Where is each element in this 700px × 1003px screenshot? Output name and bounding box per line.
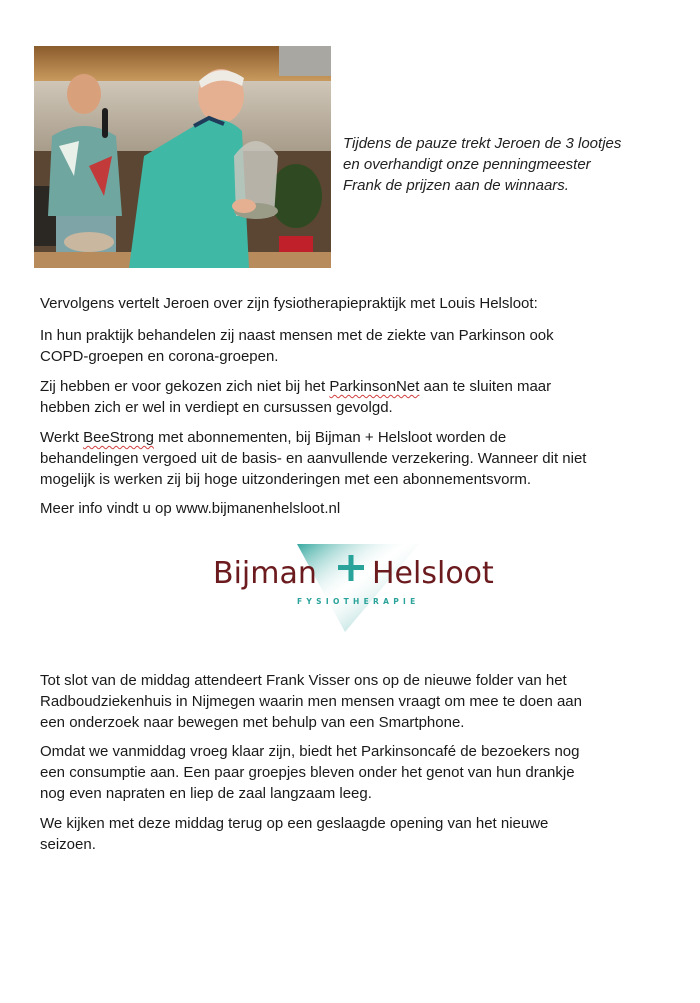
bijman-helsloot-logo (205, 540, 505, 636)
paragraph-closing-drinks (40, 741, 680, 804)
paragraph-parkinsonnet (40, 376, 680, 418)
text-line: Tot slot van de middag attendeert Frank Visser ons op de nieuwe folder van het (40, 672, 567, 689)
logo-name-right: Helsloot (372, 556, 494, 591)
spellcheck-flagged-word: ParkinsonNet (329, 378, 420, 395)
text-fragment: Zij hebben er voor gekozen zich niet bij het (40, 378, 330, 395)
text-line: nog even napraten en liep de zaal langzaam leeg. (40, 785, 372, 802)
text-line: Omdat we vanmiddag vroeg klaar zijn, biedt het Parkinsoncafé de bezoekers nog (40, 743, 580, 760)
text-line: mogelijk is werken zij bij hoge uitzonderingen met een abonnementsvorm. (40, 471, 532, 488)
text-line (40, 427, 680, 448)
text-line: een onderzoek naar bewegen met behulp van een Smartphone. (40, 714, 465, 731)
paragraph-more-info (40, 498, 680, 519)
text-line: Meer info vindt u op www.bijmanenhelsloot.nl (40, 500, 341, 517)
caption-line: en overhandigt onze penningmeester (343, 156, 591, 173)
event-photo (34, 46, 331, 268)
caption-line: Tijdens de pauze trekt Jeroen de 3 lootjes (343, 135, 622, 152)
caption-line: Frank de prijzen aan de winnaars. (343, 177, 569, 194)
text-fragment: Werkt (40, 429, 84, 446)
text-line: behandelingen vergoed uit de basis- en aanvullende verzekering. Wanneer dit niet (40, 450, 587, 467)
paragraph-treatments (40, 325, 680, 367)
text-line: seizoen. (40, 836, 96, 853)
text-line: We kijken met deze middag terug op een geslaagde opening van het nieuwe (40, 815, 549, 832)
paragraph-radboud-study (40, 670, 680, 733)
text-line: een consumptie aan. Een paar groepjes bleven onder het genot van hun drankje (40, 764, 575, 781)
text-line: Vervolgens vertelt Jeroen over zijn fysiotherapiepraktijk met Louis Helsloot: (40, 295, 538, 312)
text-line (40, 376, 680, 397)
text-fragment: aan te sluiten maar (419, 378, 552, 395)
spellcheck-flagged-word: BeeStrong (83, 429, 154, 446)
logo-name-left: Bijman (213, 556, 317, 591)
text-line: hebben zich er wel in verdiept en cursussen gevolgd. (40, 399, 393, 416)
paragraph-conclusion (40, 813, 680, 855)
logo-tagline: FYSIOTHERAPIE (297, 597, 420, 606)
photo-caption (343, 133, 673, 196)
text-line: Radboudziekenhuis in Nijmegen waarin men mensen vraagt om mee te doen aan (40, 693, 582, 710)
text-line: COPD-groepen en corona-groepen. (40, 348, 279, 365)
paragraph-insurance (40, 427, 680, 490)
paragraph-intro (40, 293, 680, 314)
text-fragment: met abonnementen, bij Bijman + Helsloot worden de (153, 429, 507, 446)
text-line: In hun praktijk behandelen zij naast mensen met de ziekte van Parkinson ook (40, 327, 554, 344)
